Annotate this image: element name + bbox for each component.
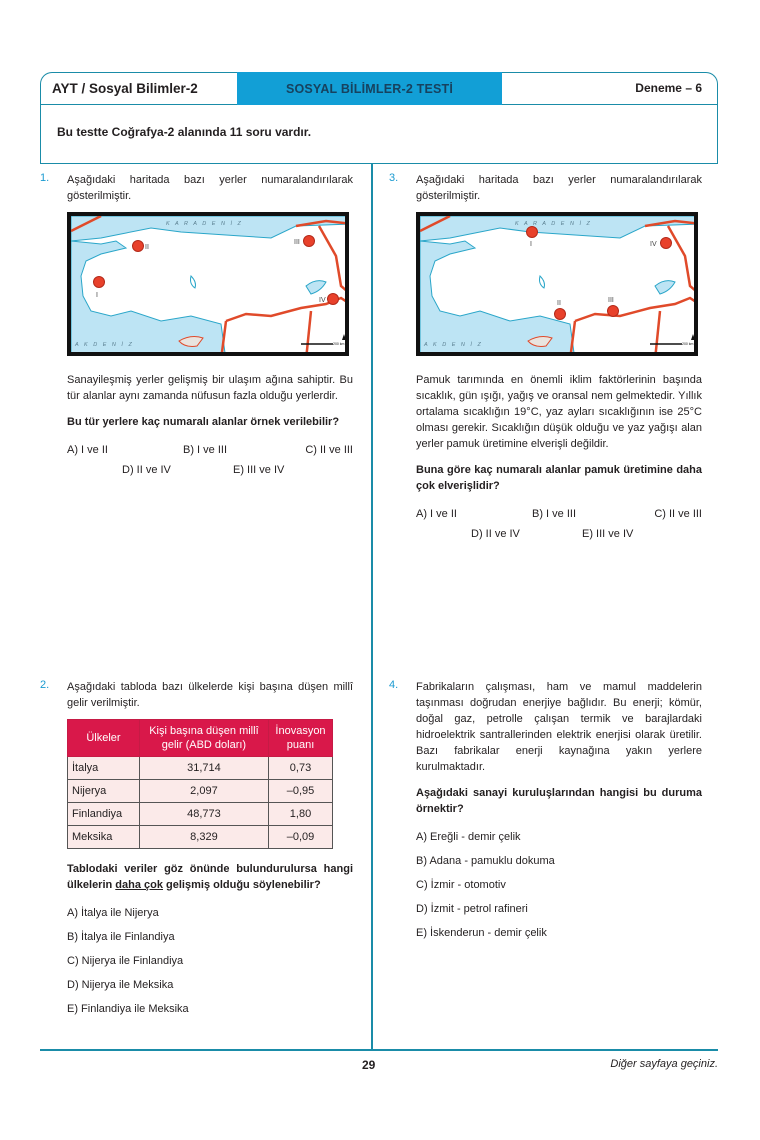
test-title: SOSYAL BİLİMLER-2 TESTİ bbox=[237, 72, 502, 105]
next-page-note: Diğer sayfaya geçiniz. bbox=[610, 1058, 718, 1070]
income-table bbox=[67, 719, 333, 849]
q3-marker-I-label: I bbox=[530, 241, 532, 248]
q1-marker-II-label: II bbox=[145, 244, 149, 251]
cell-income: 31,714 bbox=[139, 757, 268, 780]
q1-marker-IV bbox=[328, 294, 339, 305]
table-row bbox=[68, 826, 333, 849]
q1-option-e[interactable]: E) III ve IV bbox=[233, 464, 285, 476]
cell-country: Finlandiya bbox=[68, 803, 140, 826]
q3-number: 3. bbox=[389, 172, 399, 184]
q1-option-d[interactable]: D) II ve IV bbox=[122, 464, 171, 476]
table-header-row bbox=[68, 720, 333, 757]
q1-map-sea-north: K A R A D E N İ Z bbox=[166, 221, 243, 227]
footer-divider bbox=[40, 1049, 718, 1051]
q3-question: Buna göre kaç numaralı alanlar pamuk üretimine daha çok elverişlidir? bbox=[416, 464, 702, 492]
cell-innovation: 0,73 bbox=[268, 757, 332, 780]
question-1 bbox=[67, 172, 353, 482]
q3-intro: Aşağıdaki haritada bazı yerler numaralandırılarak gösterilmiştir. bbox=[416, 174, 702, 202]
cell-income: 2,097 bbox=[139, 780, 268, 803]
q4-option-b[interactable]: B) Adana - pamuklu dokuma bbox=[416, 855, 555, 867]
turkey-map-3 bbox=[420, 216, 698, 356]
table-row bbox=[68, 780, 333, 803]
q4-option-c[interactable]: C) İzmir - otomotiv bbox=[416, 879, 506, 891]
q3-scale-label: 200 km bbox=[682, 342, 694, 346]
q2-question-underlined: daha çok bbox=[115, 879, 163, 891]
question-3 bbox=[416, 172, 702, 546]
q1-number: 1. bbox=[40, 172, 50, 184]
q1-marker-I bbox=[94, 277, 105, 288]
q1-map bbox=[67, 212, 349, 356]
q3-map-sea-north: K A R A D E N İ Z bbox=[515, 221, 592, 227]
question-4 bbox=[416, 679, 702, 949]
q4-option-d[interactable]: D) İzmit - petrol rafineri bbox=[416, 903, 528, 915]
q2-option-b[interactable]: B) İtalya ile Finlandiya bbox=[67, 931, 175, 943]
q3-text: Pamuk tarımında en önemli iklim faktörlerinin başında sıcaklık, gün ışığı, yağış ve oransal nem gelmektedir. Yıllık ortalama sıcaklığın 19°C, yaz ayları sıcaklığının ise 25°C olması gerekir. Sıcaklığın düşük olduğu ve yaz yağışı alan yerler pamuk üretimine elverişli değildir. bbox=[416, 374, 702, 450]
q2-number: 2. bbox=[40, 679, 50, 691]
info-text: Bu testte Coğrafya-2 alanında 11 soru vardır. bbox=[57, 125, 312, 139]
q1-option-c[interactable]: C) II ve III bbox=[305, 444, 353, 456]
q3-marker-I bbox=[527, 227, 538, 238]
col-header-income: Kişi başına düşen millî gelir (ABD doları) bbox=[139, 720, 268, 757]
q4-option-e[interactable]: E) İskenderun - demir çelik bbox=[416, 927, 547, 939]
q3-marker-II bbox=[555, 309, 566, 320]
q2-option-c[interactable]: C) Nijerya ile Finlandiya bbox=[67, 955, 184, 967]
q4-question: Aşağıdaki sanayi kuruluşlarından hangisi bu duruma örnektir? bbox=[416, 787, 702, 815]
cell-country: Nijerya bbox=[68, 780, 140, 803]
table-row bbox=[68, 803, 333, 826]
q3-option-e[interactable]: E) III ve IV bbox=[582, 528, 634, 540]
exam-subject: AYT / Sosyal Bilimler-2 bbox=[52, 81, 198, 96]
q3-marker-IV-label: IV bbox=[650, 241, 657, 248]
q1-marker-III-label: III bbox=[294, 239, 300, 246]
q3-marker-III-label: III bbox=[608, 297, 614, 304]
col-header-country: Ülkeler bbox=[68, 720, 140, 757]
q1-option-b[interactable]: B) I ve III bbox=[183, 444, 228, 456]
q2-option-e[interactable]: E) Finlandiya ile Meksika bbox=[67, 1003, 189, 1015]
q3-map-sea-south: A K D E N İ Z bbox=[424, 342, 483, 348]
page-number: 29 bbox=[362, 1058, 376, 1072]
q2-question-part1: Tablodaki veriler göz önünde bulundurulursa hangi ülkelerin bbox=[67, 863, 353, 891]
exam-number: Deneme – 6 bbox=[635, 81, 702, 95]
turkey-map-1 bbox=[71, 216, 349, 356]
q1-marker-I-label: I bbox=[96, 292, 98, 299]
cell-income: 8,329 bbox=[139, 826, 268, 849]
header-row bbox=[40, 72, 718, 105]
q1-north-arrow-icon bbox=[342, 334, 346, 340]
q1-marker-IV-label: IV bbox=[319, 297, 326, 304]
cell-country: Meksika bbox=[68, 826, 140, 849]
q1-text: Sanayileşmiş yerler gelişmiş bir ulaşım ağına sahiptir. Bu tür alanlar aynı zamanda nüfusun fazla olduğu yerlerdir. bbox=[67, 374, 353, 402]
q2-intro: Aşağıdaki tabloda bazı ülkelerde kişi başına düşen millî gelir verilmiştir. bbox=[67, 681, 353, 709]
q3-north-arrow-icon bbox=[691, 334, 695, 340]
cell-innovation: –0,09 bbox=[268, 826, 332, 849]
q2-option-d[interactable]: D) Nijerya ile Meksika bbox=[67, 979, 174, 991]
q1-marker-II bbox=[133, 241, 144, 252]
q3-marker-III bbox=[608, 306, 619, 317]
q1-scale-label: 200 km bbox=[333, 342, 345, 346]
q3-map bbox=[416, 212, 698, 356]
q4-option-a[interactable]: A) Ereğli - demir çelik bbox=[416, 831, 521, 843]
q3-option-b[interactable]: B) I ve III bbox=[532, 508, 577, 520]
question-2 bbox=[67, 679, 353, 1025]
q2-question-part2: gelişmiş olduğu söylenebilir? bbox=[162, 879, 321, 891]
cell-innovation: –0,95 bbox=[268, 780, 332, 803]
q3-option-d[interactable]: D) II ve IV bbox=[471, 528, 520, 540]
cell-innovation: 1,80 bbox=[268, 803, 332, 826]
q2-option-a[interactable]: A) İtalya ile Nijerya bbox=[67, 907, 159, 919]
info-box bbox=[40, 105, 718, 164]
table-row bbox=[68, 757, 333, 780]
q1-question: Bu tür yerlere kaç numaralı alanlar örnek verilebilir? bbox=[67, 416, 340, 428]
q4-text: Fabrikaların çalışması, ham ve mamul maddelerin taşınması doğrudan enerjiye bağlıdır. Bu enerji; kömür, doğal gaz, petrolle çalışan termik ve barajlardaki hidroelektrik santrallerinden elektrik enerjisi olarak üretilir. Bazı fabrikalar enerji kaynağına yakın yerlere kurulmaktadır. bbox=[416, 681, 702, 773]
q1-marker-III bbox=[304, 236, 315, 247]
cell-country: İtalya bbox=[68, 757, 140, 780]
q4-number: 4. bbox=[389, 679, 399, 691]
q1-intro: Aşağıdaki haritada bazı yerler numaralandırılarak gösterilmiştir. bbox=[67, 174, 353, 202]
q3-marker-II-label: II bbox=[557, 300, 561, 307]
q2-question bbox=[67, 861, 353, 893]
q1-option-a[interactable]: A) I ve II bbox=[67, 444, 108, 456]
q3-option-c[interactable]: C) II ve III bbox=[654, 508, 702, 520]
q3-marker-IV bbox=[661, 238, 672, 249]
column-divider bbox=[371, 164, 373, 1049]
cell-income: 48,773 bbox=[139, 803, 268, 826]
q1-map-sea-south: A K D E N İ Z bbox=[75, 342, 134, 348]
col-header-innovation: İnovasyon puanı bbox=[268, 720, 332, 757]
q3-option-a[interactable]: A) I ve II bbox=[416, 508, 457, 520]
